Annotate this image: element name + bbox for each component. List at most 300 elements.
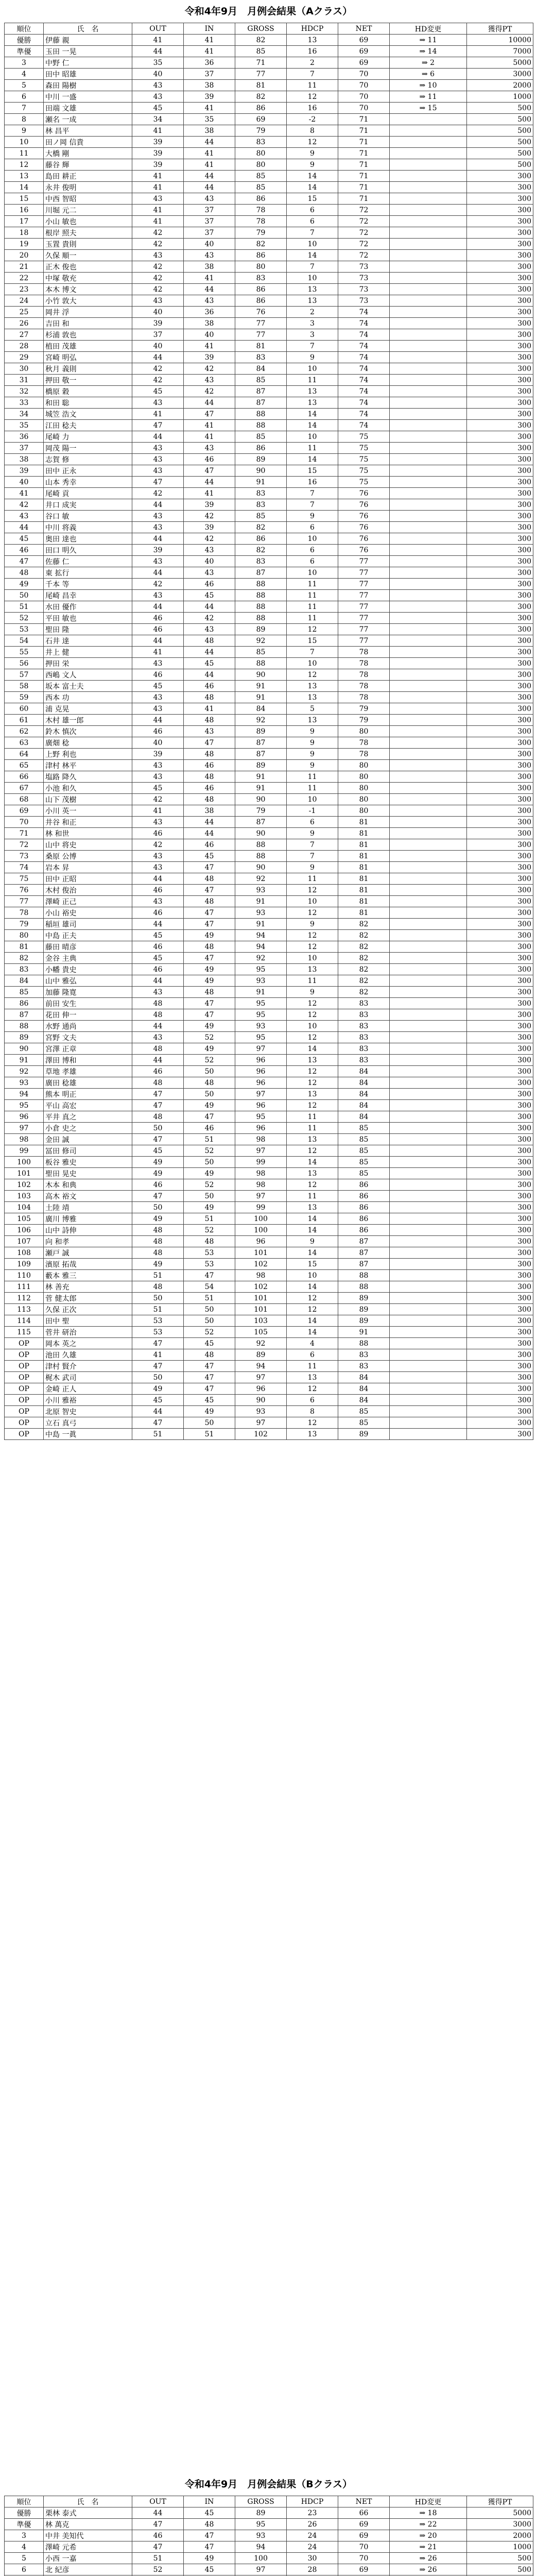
net-cell: 81 <box>338 851 390 862</box>
net-cell: 81 <box>338 839 390 851</box>
hd-change-cell <box>390 1134 467 1145</box>
net-cell: 74 <box>338 341 390 352</box>
in-cell: 41 <box>184 46 235 57</box>
hd-change-cell <box>390 1270 467 1281</box>
in-cell: 39 <box>184 499 235 511</box>
net-cell: 82 <box>338 964 390 975</box>
points-cell: 300 <box>467 635 533 647</box>
in-cell: 48 <box>184 794 235 805</box>
player-name-cell: 坂本 富士夫 <box>44 681 132 692</box>
points-cell: 300 <box>467 885 533 896</box>
points-cell: 500 <box>467 114 533 125</box>
out-cell: 47 <box>132 477 184 488</box>
gross-cell: 83 <box>235 137 287 148</box>
gross-cell: 94 <box>235 930 287 941</box>
points-cell: 300 <box>467 409 533 420</box>
in-cell: 37 <box>184 227 235 239</box>
points-cell: 3000 <box>467 69 533 80</box>
table-row <box>5 273 533 284</box>
player-name-cell: 川堀 元二 <box>44 205 132 216</box>
hd-change-cell <box>390 137 467 148</box>
player-name-cell: 岡井 浮 <box>44 307 132 318</box>
in-cell: 37 <box>184 205 235 216</box>
table-row <box>5 352 533 363</box>
gross-cell: 95 <box>235 2519 287 2530</box>
hd-change-cell <box>390 1395 467 1406</box>
class-b-header-row <box>5 2496 533 2507</box>
net-cell: 70 <box>338 103 390 114</box>
points-cell: 300 <box>467 1247 533 1259</box>
points-cell: 300 <box>467 420 533 431</box>
gross-cell: 89 <box>235 2507 287 2519</box>
rank-cell: 68 <box>5 794 44 805</box>
out-cell: 46 <box>132 964 184 975</box>
points-cell: 300 <box>467 182 533 193</box>
hdcp-cell: 10 <box>287 363 338 375</box>
gross-cell: 86 <box>235 533 287 545</box>
gross-cell: 100 <box>235 1225 287 1236</box>
out-cell: 39 <box>132 137 184 148</box>
gross-cell: 96 <box>235 1236 287 1247</box>
in-cell: 38 <box>184 125 235 137</box>
rank-cell: 45 <box>5 533 44 545</box>
rank-cell: 準優 <box>5 2519 44 2530</box>
rank-cell: 46 <box>5 545 44 556</box>
player-name-cell: 聖田 晃史 <box>44 1168 132 1179</box>
player-name-cell: 水野 通尚 <box>44 1021 132 1032</box>
out-cell: 40 <box>132 737 184 749</box>
net-cell: 84 <box>338 1395 390 1406</box>
out-cell: 41 <box>132 805 184 817</box>
out-cell: 48 <box>132 1111 184 1123</box>
hd-change-cell <box>390 329 467 341</box>
out-cell: 43 <box>132 193 184 205</box>
table-row <box>5 1089 533 1100</box>
net-cell: 82 <box>338 953 390 964</box>
rank-cell: 94 <box>5 1089 44 1100</box>
out-cell: 49 <box>132 1259 184 1270</box>
hdcp-cell: 5 <box>287 703 338 715</box>
table-row <box>5 363 533 375</box>
rank-cell: 20 <box>5 250 44 261</box>
points-cell: 300 <box>467 499 533 511</box>
net-cell: 84 <box>338 1383 390 1395</box>
gross-cell: 93 <box>235 1406 287 1417</box>
rank-cell: 優勝 <box>5 2507 44 2519</box>
table-row <box>5 318 533 329</box>
class-b-title: 令和4年9月 月例会結果（Bクラス） <box>184 2479 353 2490</box>
player-name-cell: 山下 茂樹 <box>44 794 132 805</box>
player-name-cell: 井谷 和正 <box>44 817 132 828</box>
in-cell: 52 <box>184 1327 235 1338</box>
table-row <box>5 1361 533 1372</box>
points-cell: 300 <box>467 522 533 533</box>
rank-cell: 89 <box>5 1032 44 1043</box>
gross-cell: 89 <box>235 454 287 465</box>
gross-cell: 77 <box>235 329 287 341</box>
player-name-cell: 廣川 博雅 <box>44 1213 132 1225</box>
out-cell: 43 <box>132 250 184 261</box>
out-cell: 42 <box>132 579 184 590</box>
table-row <box>5 567 533 579</box>
points-cell: 300 <box>467 896 533 907</box>
hdcp-cell: 11 <box>287 975 338 987</box>
rank-cell: 72 <box>5 839 44 851</box>
in-cell: 43 <box>184 567 235 579</box>
net-cell: 72 <box>338 239 390 250</box>
gross-cell: 71 <box>235 57 287 69</box>
table-row <box>5 511 533 522</box>
rank-cell: 3 <box>5 2530 44 2541</box>
player-name-cell: 向 和孝 <box>44 1236 132 1247</box>
hd-change-cell: ⇒ 6 <box>390 69 467 80</box>
hd-change-cell <box>390 1372 467 1383</box>
table-row <box>5 1304 533 1315</box>
out-cell: 47 <box>132 2541 184 2553</box>
table-row <box>5 46 533 57</box>
in-cell: 41 <box>184 488 235 499</box>
rank-cell: 25 <box>5 307 44 318</box>
points-cell: 300 <box>467 771 533 783</box>
player-name-cell: 鈴木 慎次 <box>44 726 132 737</box>
gross-cell: 99 <box>235 1157 287 1168</box>
rank-cell: 27 <box>5 329 44 341</box>
table-row <box>5 839 533 851</box>
gross-cell: 92 <box>235 1338 287 1349</box>
net-cell: 77 <box>338 635 390 647</box>
points-cell: 300 <box>467 590 533 601</box>
gross-cell: 102 <box>235 1259 287 1270</box>
points-cell: 300 <box>467 205 533 216</box>
player-name-cell: 田口 明久 <box>44 545 132 556</box>
in-cell: 49 <box>184 1202 235 1213</box>
in-cell: 50 <box>184 1191 235 1202</box>
gross-cell: 82 <box>235 91 287 103</box>
in-cell: 40 <box>184 239 235 250</box>
rank-cell: 105 <box>5 1213 44 1225</box>
in-cell: 44 <box>184 182 235 193</box>
hdcp-cell: 13 <box>287 1429 338 1440</box>
table-row <box>5 862 533 873</box>
out-cell: 44 <box>132 873 184 885</box>
in-cell: 41 <box>184 159 235 171</box>
net-cell: 80 <box>338 794 390 805</box>
hd-change-cell <box>390 1168 467 1179</box>
out-cell: 46 <box>132 669 184 681</box>
table-row <box>5 1372 533 1383</box>
player-name-cell: 井上 健 <box>44 647 132 658</box>
in-cell: 46 <box>184 783 235 794</box>
points-cell: 300 <box>467 1134 533 1145</box>
in-cell: 42 <box>184 533 235 545</box>
rank-cell: OP <box>5 1429 44 1440</box>
hdcp-cell: 14 <box>287 1157 338 1168</box>
in-cell: 46 <box>184 454 235 465</box>
points-cell: 300 <box>467 907 533 919</box>
hdcp-cell: 3 <box>287 329 338 341</box>
points-cell: 300 <box>467 817 533 828</box>
in-cell: 47 <box>184 1383 235 1395</box>
in-cell: 51 <box>184 1293 235 1304</box>
net-cell: 72 <box>338 250 390 261</box>
out-cell: 53 <box>132 1327 184 1338</box>
gross-cell: 83 <box>235 556 287 567</box>
table-row <box>5 284 533 295</box>
rank-cell: 9 <box>5 125 44 137</box>
gross-cell: 88 <box>235 851 287 862</box>
gross-cell: 91 <box>235 681 287 692</box>
in-cell: 41 <box>184 103 235 114</box>
hdcp-cell: 14 <box>287 1225 338 1236</box>
rank-cell: 17 <box>5 216 44 227</box>
points-cell: 300 <box>467 1338 533 1349</box>
hdcp-cell: 2 <box>287 307 338 318</box>
hdcp-cell: 11 <box>287 443 338 454</box>
table-row <box>5 91 533 103</box>
points-cell: 300 <box>467 1032 533 1043</box>
gross-cell: 89 <box>235 726 287 737</box>
hd-change-cell <box>390 839 467 851</box>
in-cell: 40 <box>184 329 235 341</box>
out-cell: 42 <box>132 273 184 284</box>
net-cell: 87 <box>338 1259 390 1270</box>
out-cell: 39 <box>132 545 184 556</box>
in-cell: 44 <box>184 284 235 295</box>
rank-cell: OP <box>5 1383 44 1395</box>
hd-change-cell <box>390 465 467 477</box>
gross-cell: 91 <box>235 987 287 998</box>
hdcp-cell: 12 <box>287 930 338 941</box>
player-name-cell: 小倉 史之 <box>44 1123 132 1134</box>
in-cell: 43 <box>184 726 235 737</box>
net-cell: 80 <box>338 760 390 771</box>
in-cell: 44 <box>184 397 235 409</box>
points-cell: 300 <box>467 1145 533 1157</box>
in-cell: 45 <box>184 2507 235 2519</box>
out-cell: 45 <box>132 783 184 794</box>
hdcp-cell: 12 <box>287 1100 338 1111</box>
rank-cell: 80 <box>5 930 44 941</box>
net-cell: 85 <box>338 1145 390 1157</box>
out-cell: 37 <box>132 329 184 341</box>
hd-change-cell: ⇒ 10 <box>390 80 467 91</box>
in-cell: 38 <box>184 318 235 329</box>
player-name-cell: 木村 雄一郎 <box>44 715 132 726</box>
hd-change-cell <box>390 522 467 533</box>
rank-cell: 4 <box>5 2541 44 2553</box>
hd-change-cell <box>390 1066 467 1077</box>
in-cell: 41 <box>184 35 235 46</box>
rank-cell: 87 <box>5 1009 44 1021</box>
net-cell: 77 <box>338 567 390 579</box>
rank-cell: 65 <box>5 760 44 771</box>
out-cell: 46 <box>132 1179 184 1191</box>
rank-cell: 11 <box>5 148 44 159</box>
points-cell: 300 <box>467 964 533 975</box>
points-cell: 300 <box>467 307 533 318</box>
gross-cell: 92 <box>235 635 287 647</box>
rank-cell: 100 <box>5 1157 44 1168</box>
points-cell: 300 <box>467 749 533 760</box>
hdcp-cell: 7 <box>287 69 338 80</box>
points-cell: 300 <box>467 805 533 817</box>
net-cell: 70 <box>338 2553 390 2564</box>
hdcp-cell: 14 <box>287 1247 338 1259</box>
hdcp-cell: 13 <box>287 681 338 692</box>
hdcp-cell: 12 <box>287 1032 338 1043</box>
in-cell: 48 <box>184 771 235 783</box>
points-cell: 300 <box>467 613 533 624</box>
player-name-cell: 梶木 武司 <box>44 1372 132 1383</box>
hdcp-cell: 11 <box>287 1111 338 1123</box>
hdcp-cell: 7 <box>287 488 338 499</box>
table-row <box>5 1009 533 1021</box>
net-cell: 74 <box>338 307 390 318</box>
hdcp-cell: 13 <box>287 1055 338 1066</box>
points-cell: 300 <box>467 851 533 862</box>
in-cell: 41 <box>184 420 235 431</box>
hd-change-cell <box>390 533 467 545</box>
gross-cell: 80 <box>235 261 287 273</box>
out-cell: 44 <box>132 2507 184 2519</box>
hdcp-cell: 12 <box>287 998 338 1009</box>
hdcp-cell: 9 <box>287 159 338 171</box>
player-name-cell: 佐藤 仁 <box>44 556 132 567</box>
net-cell: 78 <box>338 692 390 703</box>
points-cell: 300 <box>467 284 533 295</box>
table-row <box>5 1270 533 1281</box>
player-name-cell: 林 善充 <box>44 1281 132 1293</box>
in-cell: 47 <box>184 1111 235 1123</box>
in-cell: 50 <box>184 1304 235 1315</box>
in-cell: 40 <box>184 556 235 567</box>
out-cell: 47 <box>132 1338 184 1349</box>
hd-change-cell <box>390 1247 467 1259</box>
out-cell: 47 <box>132 420 184 431</box>
rank-cell: 82 <box>5 953 44 964</box>
table-row <box>5 1157 533 1168</box>
header-name: 氏 名 <box>44 2496 132 2507</box>
table-row <box>5 2530 533 2541</box>
hdcp-cell: 14 <box>287 171 338 182</box>
header-gross: GROSS <box>235 2496 287 2507</box>
out-cell: 45 <box>132 103 184 114</box>
out-cell: 41 <box>132 35 184 46</box>
out-cell: 44 <box>132 919 184 930</box>
player-name-cell: 花田 伸一 <box>44 1009 132 1021</box>
player-name-cell: 平田 敏也 <box>44 613 132 624</box>
gross-cell: 89 <box>235 760 287 771</box>
table-row <box>5 930 533 941</box>
net-cell: 77 <box>338 624 390 635</box>
player-name-cell: 久保 順一 <box>44 250 132 261</box>
net-cell: 75 <box>338 477 390 488</box>
out-cell: 47 <box>132 1191 184 1202</box>
hdcp-cell: 2 <box>287 57 338 69</box>
player-name-cell: 押田 栄 <box>44 658 132 669</box>
in-cell: 45 <box>184 590 235 601</box>
points-cell: 300 <box>467 261 533 273</box>
hd-change-cell <box>390 511 467 522</box>
table-row <box>5 987 533 998</box>
gross-cell: 80 <box>235 159 287 171</box>
player-name-cell: 高木 裕文 <box>44 1191 132 1202</box>
table-row <box>5 329 533 341</box>
rank-cell: 113 <box>5 1304 44 1315</box>
gross-cell: 90 <box>235 862 287 873</box>
rank-cell: 58 <box>5 681 44 692</box>
rank-cell: 15 <box>5 193 44 205</box>
points-cell: 300 <box>467 318 533 329</box>
rank-cell: 53 <box>5 624 44 635</box>
gross-cell: 78 <box>235 205 287 216</box>
gross-cell: 79 <box>235 125 287 137</box>
out-cell: 47 <box>132 1361 184 1372</box>
hdcp-cell: 7 <box>287 851 338 862</box>
gross-cell: 82 <box>235 35 287 46</box>
net-cell: 76 <box>338 499 390 511</box>
out-cell: 47 <box>132 1089 184 1100</box>
hdcp-cell: 11 <box>287 771 338 783</box>
gross-cell: 81 <box>235 341 287 352</box>
gross-cell: 85 <box>235 171 287 182</box>
player-name-cell: 加藤 隆寛 <box>44 987 132 998</box>
table-row <box>5 1349 533 1361</box>
hd-change-cell: ⇒ 26 <box>390 2564 467 2575</box>
points-cell: 300 <box>467 1157 533 1168</box>
hd-change-cell <box>390 1157 467 1168</box>
table-row <box>5 1043 533 1055</box>
net-cell: 87 <box>338 1236 390 1247</box>
gross-cell: 88 <box>235 420 287 431</box>
out-cell: 42 <box>132 794 184 805</box>
gross-cell: 90 <box>235 828 287 839</box>
net-cell: 77 <box>338 556 390 567</box>
hd-change-cell <box>390 941 467 953</box>
hd-change-cell <box>390 647 467 658</box>
rank-cell: 114 <box>5 1315 44 1327</box>
in-cell: 48 <box>184 2519 235 2530</box>
points-cell: 300 <box>467 1168 533 1179</box>
table-row <box>5 1213 533 1225</box>
gross-cell: 86 <box>235 250 287 261</box>
in-cell: 42 <box>184 511 235 522</box>
hd-change-cell <box>390 794 467 805</box>
out-cell: 41 <box>132 125 184 137</box>
hdcp-cell: 24 <box>287 2530 338 2541</box>
out-cell: 51 <box>132 1429 184 1440</box>
net-cell: 75 <box>338 443 390 454</box>
hd-change-cell <box>390 1293 467 1304</box>
hd-change-cell <box>390 817 467 828</box>
hd-change-cell <box>390 261 467 273</box>
out-cell: 47 <box>132 2519 184 2530</box>
out-cell: 48 <box>132 1247 184 1259</box>
player-name-cell: 廣畑 稔 <box>44 737 132 749</box>
net-cell: 83 <box>338 1032 390 1043</box>
points-cell: 10000 <box>467 35 533 46</box>
in-cell: 41 <box>184 431 235 443</box>
hd-change-cell <box>390 295 467 307</box>
hd-change-cell: ⇒ 14 <box>390 46 467 57</box>
hd-change-cell <box>390 703 467 715</box>
hdcp-cell: 9 <box>287 828 338 839</box>
table-row <box>5 1259 533 1270</box>
rank-cell: 準優 <box>5 46 44 57</box>
points-cell: 300 <box>467 216 533 227</box>
net-cell: 71 <box>338 114 390 125</box>
table-row <box>5 805 533 817</box>
